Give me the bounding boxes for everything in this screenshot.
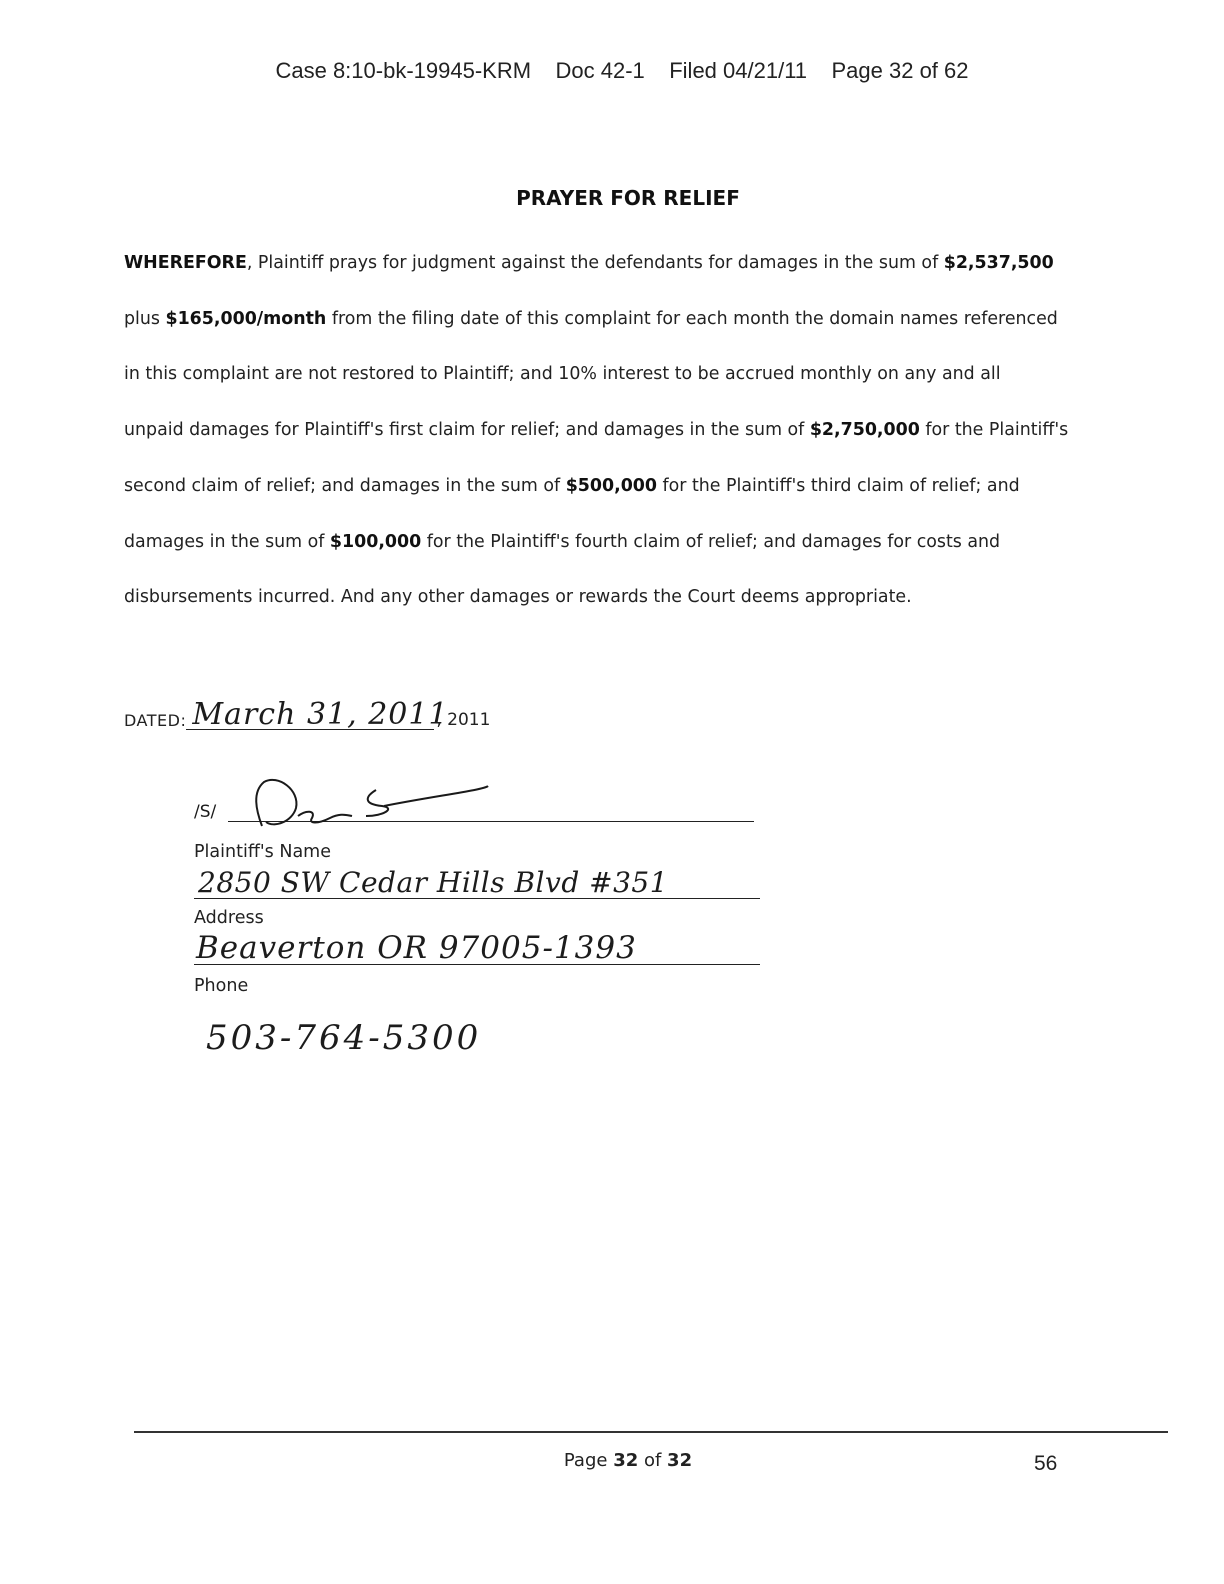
plaintiff-name-label: Plaintiff's Name <box>194 842 331 862</box>
signature-prefix: /S/ <box>194 802 217 822</box>
page-current: 32 <box>613 1450 639 1471</box>
paragraph-line-7: disbursements incurred. And any other damages or rewards the Court deems appropriate. <box>124 587 912 608</box>
line-text: second claim of relief; and damages in the sum of <box>124 475 566 496</box>
amount-third-claim: $500,000 <box>565 475 657 496</box>
line-text: unpaid damages for Plaintiff's first claim for relief; and damages in the sum of <box>124 420 810 441</box>
signature-row <box>194 770 754 822</box>
paragraph-line-2 <box>124 292 1144 348</box>
amount-first-claim: $2,537,500 <box>943 253 1054 273</box>
page-prefix: Page <box>563 1450 614 1471</box>
line-text: for the Plaintiff's third claim of relief; and <box>657 475 1020 496</box>
dated-handwritten: March 31, 2011 <box>192 697 449 732</box>
dated-line <box>186 695 449 732</box>
dated-row <box>124 690 490 730</box>
case-number: Case 8:10-bk-19945-KRM <box>275 58 532 83</box>
dated-year: , 2011 <box>436 710 491 730</box>
case-header <box>0 58 1224 84</box>
page-of: of <box>638 1450 668 1471</box>
paragraph-line-1 <box>124 236 1144 292</box>
address-handwritten: 2850 SW Cedar Hills Blvd #351 <box>198 866 669 899</box>
filing-page-number: Page 32 of 62 <box>831 58 969 83</box>
footer-rule <box>134 1431 1168 1433</box>
line-text: , Plaintiff prays for judgment against the defendants for damages in the sum of <box>246 253 944 273</box>
line-text: for the Plaintiff's fourth claim of relief; and damages for costs and <box>421 531 1001 552</box>
handwritten-signature <box>234 770 694 830</box>
line-text: for the Plaintiff's <box>919 420 1069 441</box>
phone-label: Phone <box>194 976 249 996</box>
line-text: from the filing date of this complaint for each month the domain names referenced <box>326 308 1058 329</box>
address-line <box>194 898 760 899</box>
exhibit-stamp-number: 56 <box>1034 1452 1058 1475</box>
dated-label: DATED: <box>124 711 187 730</box>
paragraph-line-6 <box>124 515 1144 571</box>
paragraph-line-4 <box>124 403 1144 459</box>
line-text: damages in the sum of <box>124 531 330 552</box>
address-label: Address <box>194 908 264 928</box>
amount-monthly: $165,000/month <box>165 308 327 329</box>
paragraph-line-5 <box>124 459 1144 515</box>
filed-date: Filed 04/21/11 <box>669 58 808 83</box>
city-line <box>194 964 760 965</box>
page-total: 32 <box>667 1450 693 1471</box>
city-state-zip-handwritten: Beaverton OR 97005-1393 <box>196 930 637 966</box>
paragraph-line-3: in this complaint are not restored to Plaintiff; and 10% interest to be accrued monthly on any and all <box>124 364 1001 385</box>
section-title: PRAYER FOR RELIEF <box>516 186 740 210</box>
wherefore-word: WHEREFORE <box>124 253 247 273</box>
amount-fourth-claim: $100,000 <box>329 531 422 552</box>
line-text: plus <box>124 308 166 329</box>
prayer-paragraph <box>124 236 1144 626</box>
phone-handwritten: 503-764-5300 <box>206 1018 482 1058</box>
doc-number: Doc 42-1 <box>555 58 645 83</box>
amount-second-claim: $2,750,000 <box>809 420 920 441</box>
